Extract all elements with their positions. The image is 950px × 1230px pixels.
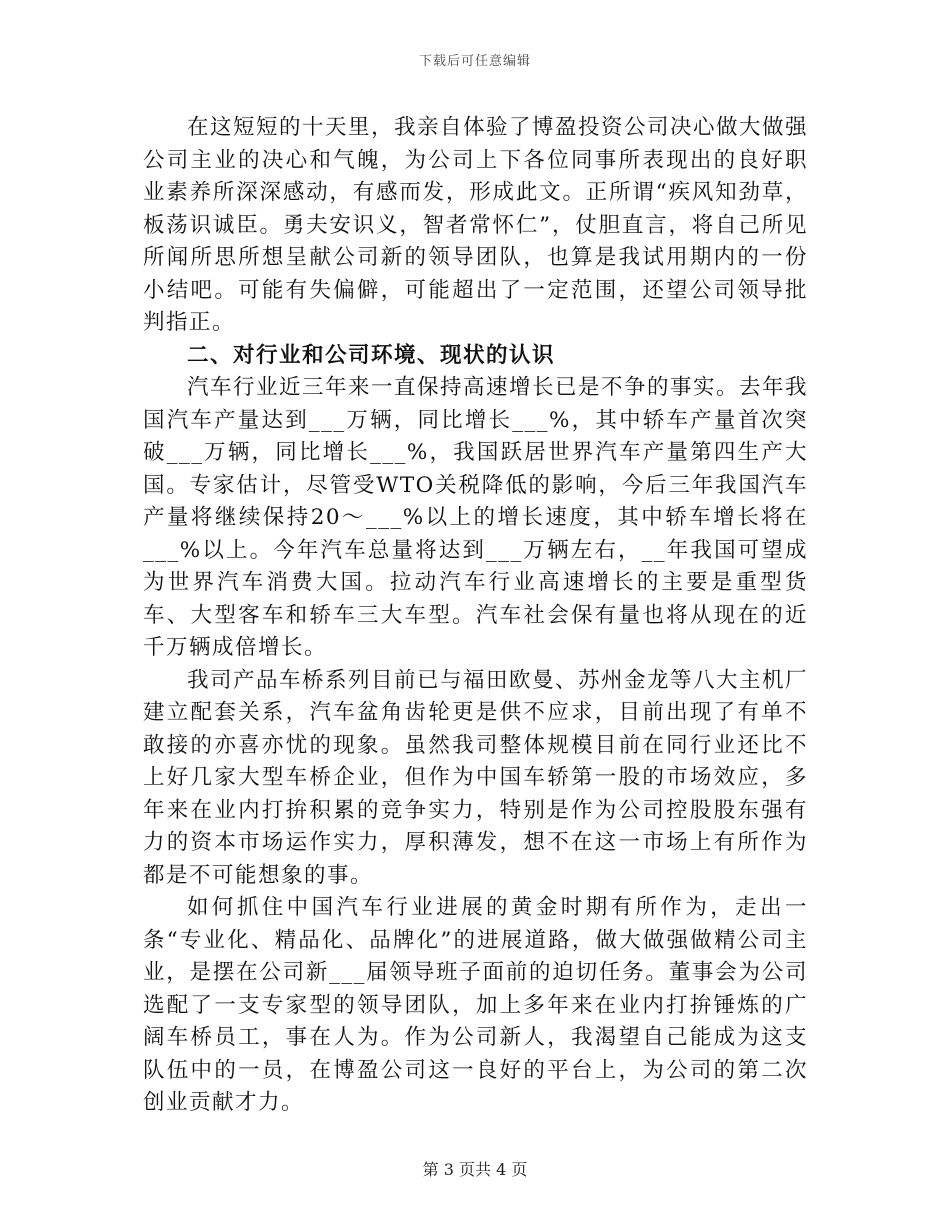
page-number: 第 3 页共 4 页 (422, 1160, 528, 1179)
document-body (143, 112, 808, 1120)
industry-paragraph: 汽车行业近三年来一直保持高速增长已是不争的事实。去年我国汽车产量达到___万辆，同比增长___%，其中轿车产量首次突破___万辆，同比增长___%，我国跃居世界汽车产量第四生产大国。专家估计，尽管受WTO关税降低的影响，今后三年我国汽车产量将继续保持20～___%以上的增长速度，其中轿车增长将在___%以上。今年汽车总量将达到___万辆左右，__年我国可望成为世界汽车消费大国。拉动汽车行业高速增长的主要是重型货车、大型客车和轿车三大车型。汽车社会保有量也将从现在的近千万辆成倍增长。 (143, 375, 809, 660)
page-header: 下载后可任意编辑 (418, 54, 531, 69)
intro-paragraph: 在这短短的十天里，我亲自体验了博盈投资公司决心做大做强公司主业的决心和气魄，为公司上下各位同事所表现出的良好职业素养所深深感动，有感而发，形成此文。正所谓“疾风知劲草，板荡识诚臣。勇夫安识义，智者常怀仁”，仗胆直言，将自己所见所闻所思所想呈献公司新的领导团队，也算是我试用期内的一份小结吧。可能有失偏僻，可能超出了一定范围，还望公司领导批判指正。 (143, 115, 809, 335)
section-heading: 二、对行业和公司环境、现状的认识 (187, 342, 556, 368)
outlook-paragraph: 如何抓住中国汽车行业进展的黄金时期有所作为，走出一条“专业化、精品化、品牌化”的进展道路，做大做强做精公司主业，是摆在公司新___届领导班子面前的迫切任务。董事会为公司选配了一支专家型的领导团队，加上多年来在业内打拚锤炼的广阔车桥员工，事在人为。作为公司新人，我渴望自己能成为这支队伍中的一员，在博盈公司这一良好的平台上，为公司的第二次创业贡献才力。 (143, 895, 808, 1115)
company-paragraph: 我司产品车桥系列目前已与福田欧曼、苏州金龙等八大主机厂建立配套关系，汽车盆角齿轮更是供不应求，目前出现了有单不敢接的亦喜亦忧的现象。虽然我司整体规模目前在同行业还比不上好几家大型车桥企业，但作为中国车轿第一股的市场效应，多年来在业内打拚积累的竞争实力，特别是作为公司控股股东强有力的资本市场运作实力，厚积薄发，想不在这一市场上有所作为都是不可能想象的事。 (143, 667, 809, 888)
